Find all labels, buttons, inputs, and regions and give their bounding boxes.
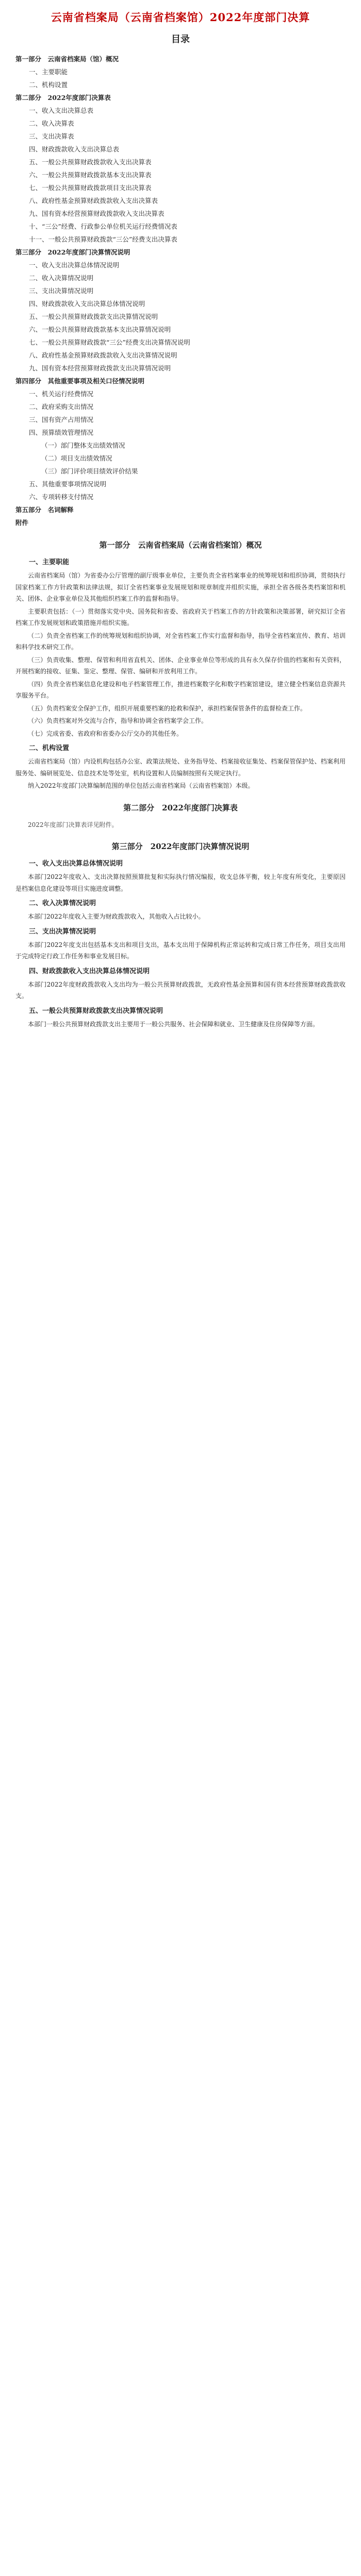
toc-entry[interactable] (15, 349, 346, 362)
toc-entry[interactable] (15, 207, 346, 220)
paragraph: （六）负责档案对外交流与合作，指导和协调全省档案学会工作。 (28, 717, 208, 724)
toc-entry-text: 一、主要职能 (29, 68, 68, 76)
part3-title: 第三部分 2022年度部门决算情况说明 (111, 842, 250, 851)
toc-entry[interactable] (15, 130, 346, 143)
part3-section (15, 841, 346, 1030)
toc-entry-text: 四、预算绩效管理情况 (29, 429, 94, 436)
toc-entry[interactable] (15, 220, 346, 233)
toc-entry-text: 三、支出决算情况说明 (29, 287, 94, 295)
toc-entry-text: 五、一般公共预算财政拨款支出决算情况说明 (29, 313, 158, 320)
toc-entry[interactable] (15, 387, 346, 400)
toc-entry[interactable] (15, 400, 346, 413)
paragraph: （五）负责档案安全保护工作，组织开展重要档案的抢救和保护，承担档案保管条件的监督检查工作。 (28, 704, 307, 712)
toc-entry-text: 五、一般公共预算财政拨款收入支出决算表 (29, 158, 152, 166)
toc-entry-text: 三、国有资产占用情况 (29, 416, 94, 423)
toc-entry[interactable] (15, 323, 346, 336)
toc-heading: 目录 (171, 34, 190, 45)
toc-entry[interactable] (15, 490, 346, 503)
toc-entry-text: 二、政府采购支出情况 (29, 403, 94, 411)
section-heading: 三、支出决算情况说明 (29, 927, 96, 936)
functions-heading: 一、主要职能 (29, 558, 70, 566)
toc-entry-text: 一、收入支出决算总表 (29, 107, 94, 114)
document-title: 云南省档案局（云南省档案馆）2022年度部门决算 (51, 11, 310, 24)
toc-entry-text: 九、国有资本经营预算财政拨款收入支出决算表 (29, 210, 165, 217)
toc-entry-text: 六、一般公共预算财政拨款基本支出决算表 (29, 171, 152, 179)
section-heading: 五、一般公共预算财政拨款支出决算情况说明 (29, 1007, 163, 1015)
document-page (15, 0, 346, 1030)
org-heading: 二、机构设置 (29, 744, 70, 752)
toc-entry-text: 第一部分 云南省档案局（馆）概况 (15, 55, 119, 63)
toc-entry-text: 二、机构设置 (29, 81, 68, 89)
section-heading: 一、收入支出决算总体情况说明 (29, 860, 123, 868)
paragraph: （四）负责全省档案信息化建设和电子档案管理工作，推进档案数字化和数字档案馆建设，建立健全档案信息资源共享服务平台。 (15, 680, 346, 699)
toc-entry[interactable] (15, 413, 346, 426)
toc-entry[interactable] (15, 516, 346, 529)
part1-section (15, 539, 346, 792)
paragraph: （三）负责收集、整理、保管和利用省直机关、团体、企业事业单位等形成的具有永久保存价值的档案和有关资料，开展档案的接收、征集、鉴定、整理、保管、编研和开放利用工作。 (15, 656, 346, 675)
toc-entry[interactable] (15, 478, 346, 490)
toc-entry[interactable] (15, 284, 346, 297)
toc-entry-text: 一、机关运行经费情况 (29, 390, 94, 398)
paragraph: 纳入2022年度部门决算编制范围的单位包括云南省档案局（云南省档案馆）本级。 (28, 782, 254, 789)
toc-entry[interactable] (15, 168, 346, 181)
paragraph: 主要职责包括：（一）贯彻落实党中央、国务院和省委、省政府关于档案工作的方针政策和决策部署，研究拟订全省档案工作发展规划和政策措施并组织实施。 (15, 607, 346, 626)
toc-entry-text: 附件 (15, 519, 29, 527)
toc-entry[interactable] (15, 465, 346, 478)
part2-section (15, 802, 346, 831)
toc-entry-text: 十、“三公”经费、行政参公单位机关运行经费情况表 (29, 223, 177, 230)
toc-entry-text: 六、专项转移支付情况 (29, 493, 94, 501)
toc-entry[interactable] (15, 375, 346, 387)
section-heading: 二、收入决算情况说明 (29, 900, 96, 907)
toc-entry-text: 五、其他重要事项情况说明 (29, 480, 107, 488)
paragraph: 云南省档案局（馆）为省委办公厅管理的副厅级事业单位，主要负责全省档案事业的统筹规划和组织协调，贯彻执行国家档案工作方针政策和法律法规，拟订全省档案事业发展规划和规章制度并组织实施，承担全省各级各类档案馆和机关、团体、企业事业单位及其他组织档案工作的监督和指导。 (15, 572, 346, 602)
toc-entry[interactable] (15, 452, 346, 465)
part2-title: 第二部分 2022年度部门决算表 (123, 803, 238, 812)
toc-entry[interactable] (15, 181, 346, 194)
toc-entry-text: 六、一般公共预算财政拨款基本支出决算情况说明 (29, 326, 171, 333)
part2-note: 2022年度部门决算表详见附件。 (28, 821, 118, 828)
toc-entry-text: 第五部分 名词解释 (15, 506, 74, 514)
toc-list (15, 53, 346, 529)
toc-entry-text: 四、财政拨款收入支出决算总表 (29, 145, 120, 153)
toc-entry-text: 七、一般公共预算财政拨款“三公”经费支出决算情况说明 (29, 338, 190, 346)
toc-entry-text: （一）部门整体支出绩效情况 (41, 442, 125, 449)
paragraph: （七）完成省委、省政府和省委办公厅交办的其他任务。 (28, 730, 183, 737)
paragraph: 本部门一般公共预算财政拨款支出主要用于一般公共服务、社会保障和就业、卫生健康及住房保障等方面。 (28, 1020, 319, 1028)
paragraph: 云南省档案局（馆）内设机构包括办公室、政策法规处、业务指导处、档案接收征集处、档案保管保护处、档案利用服务处、编研展览处、信息技术处等处室，机构设置和人员编制按照有关规定执行。 (15, 758, 346, 777)
toc-entry[interactable] (15, 65, 346, 78)
toc-entry-text: 三、支出决算表 (29, 132, 74, 140)
toc-entry-text: 九、国有资本经营预算财政拨款支出决算情况说明 (29, 364, 171, 372)
toc-entry[interactable] (15, 143, 346, 156)
toc-entry-text: 十一、一般公共预算财政拨款“三公”经费支出决算表 (29, 235, 177, 243)
toc-entry[interactable] (15, 297, 346, 310)
table-of-contents (15, 32, 346, 529)
toc-entry-text: 第四部分 其他重要事项及相关口径情况说明 (15, 377, 145, 385)
toc-entry[interactable] (15, 233, 346, 246)
toc-entry-text: 四、财政拨款收入支出决算总体情况说明 (29, 300, 145, 308)
toc-entry[interactable] (15, 194, 346, 207)
toc-entry[interactable] (15, 310, 346, 323)
toc-entry[interactable] (15, 259, 346, 272)
toc-entry[interactable] (15, 117, 346, 130)
paragraph: 本部门2022年度收入主要为财政拨款收入，其他收入占比较小。 (28, 913, 205, 920)
toc-entry[interactable] (15, 362, 346, 375)
toc-entry[interactable] (15, 104, 346, 117)
toc-entry-text: 八、政府性基金预算财政拨款收入支出决算表 (29, 197, 158, 205)
toc-entry[interactable] (15, 503, 346, 516)
toc-entry[interactable] (15, 156, 346, 168)
toc-entry-text: 七、一般公共预算财政拨款项目支出决算表 (29, 184, 152, 192)
toc-entry[interactable] (15, 246, 346, 259)
toc-entry[interactable] (15, 272, 346, 284)
toc-entry[interactable] (15, 78, 346, 91)
paragraph: 本部门2022年度财政拨款收入支出均为一般公共预算财政拨款，无政府性基金预算和国有资本经营预算财政拨款收支。 (15, 980, 346, 999)
toc-entry-text: 二、收入决算表 (29, 120, 74, 127)
section-heading: 四、财政拨款收入支出决算总体情况说明 (29, 967, 150, 975)
toc-entry-text: 一、收入支出决算总体情况说明 (29, 261, 120, 269)
toc-entry[interactable] (15, 53, 346, 65)
toc-entry-text: 二、收入决算情况说明 (29, 274, 94, 282)
toc-entry[interactable] (15, 91, 346, 104)
toc-entry-text: 第三部分 2022年度部门决算情况说明 (15, 248, 130, 256)
toc-entry[interactable] (15, 336, 346, 349)
toc-entry-text: 第二部分 2022年度部门决算表 (15, 94, 111, 101)
toc-entry-text: 八、政府性基金预算财政拨款收入支出决算情况说明 (29, 351, 177, 359)
part1-title: 第一部分 云南省档案局（云南省档案馆）概况 (99, 540, 262, 550)
paragraph: 本部门2022年度收入、支出决算按照预算批复和实际执行情况编报，收支总体平衡，较上年度有所变化，主要原因是档案信息化建设等项目实施进度调整。 (15, 873, 346, 892)
paragraph: （二）负责全省档案工作的统筹规划和组织协调，对全省档案工作实行监督和指导，指导全省档案宣传、教育、培训和科学技术研究工作。 (15, 632, 346, 651)
toc-entry-text: （三）部门评价项目绩效评价结果 (41, 467, 138, 475)
toc-entry[interactable] (15, 426, 346, 439)
toc-entry-text: （二）项目支出绩效情况 (41, 454, 112, 462)
toc-entry[interactable] (15, 439, 346, 452)
paragraph: 本部门2022年度支出包括基本支出和项目支出，基本支出用于保障机构正常运转和完成日常工作任务，项目支出用于完成特定行政工作任务和事业发展目标。 (15, 941, 346, 960)
